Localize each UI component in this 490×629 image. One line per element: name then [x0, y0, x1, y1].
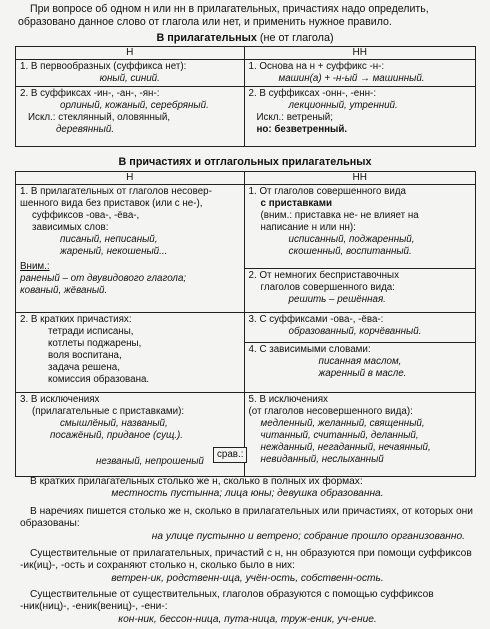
adj-r2-right-exception2: но: безветренный.: [256, 123, 348, 135]
note-nouns-adj-example: ветрен-ик, родственн-ица, учён-ость, собственн-ость.: [111, 572, 384, 584]
part-r5-example: медленный, желанный, священный,: [260, 418, 425, 430]
note-short-adj-example: местность пустынна; лица юны; девушка образованна.: [111, 488, 384, 500]
part-r1-line: с приставками: [260, 198, 332, 210]
adj-r2-right: [244, 87, 476, 147]
part-l1-line: шенного вида без приставок (или с не-),: [20, 198, 203, 210]
part-r5-line: 5. В исключениях: [248, 394, 328, 406]
part-r5-example: нежданный, негаданный, нечаянный,: [260, 441, 431, 453]
adj-head-nn: НН: [244, 47, 476, 60]
part-r1-line: (вним.: приставка не- не влияет на: [260, 210, 419, 222]
adj-head-n: Н: [16, 47, 245, 60]
part-l3-example: смышлёный, названый,: [60, 418, 168, 430]
part-l1-note: Вним.:: [20, 260, 50, 272]
part-l3: [16, 393, 245, 477]
adj-r2-left: [16, 87, 245, 147]
part-section-title: В причастиях и отглагольных прилагательных: [118, 156, 372, 168]
part-r1-line: написание н или нн):: [260, 222, 356, 233]
part-l1-line: зависимых слов:: [32, 222, 109, 233]
adj-title-bold: В прилагательных: [156, 32, 257, 44]
part-l2-example: воля воспитана,: [48, 350, 122, 361]
intro-text: При вопросе об одном н или нн в прилагательных, причастиях надо определить, образовано данное слово от глагола или нет, и применить нужное правило.: [18, 3, 429, 28]
part-r4-line: 4. С зависимыми словами:: [248, 344, 371, 356]
part-r2: [244, 269, 475, 313]
note-short-adj-text: В кратких прилагательных столько же н, сколько в полных их формах:: [30, 476, 363, 487]
part-head-nn: НН: [244, 172, 475, 185]
note-nouns-nouns: [20, 589, 475, 626]
part-l2-line: 2. В кратких причастиях:: [20, 314, 132, 326]
note-adverbs-example: на улице пустынно и ветрено; собрание прошло организованно.: [151, 530, 465, 542]
part-r1-line: 1. От глаголов совершенного вида: [248, 186, 406, 198]
part-r3-line: 3. С суффиксами -ова-, -ёва-:: [248, 314, 384, 326]
part-r1-example: исписанный, поджаренный,: [288, 233, 415, 245]
part-l2-example: комиссия образована.: [48, 373, 150, 385]
part-r4: [244, 343, 475, 393]
part-l1: [16, 185, 245, 313]
part-l1-note-line: раненый – от двувидового глагола;: [20, 272, 187, 284]
part-r3: [244, 313, 475, 343]
note-nouns-adj: [20, 548, 475, 585]
part-r1-example: скошенный, воспитанный.: [288, 245, 412, 257]
adj-r1-left-example: юный, синий.: [99, 73, 160, 85]
part-r5: [244, 393, 475, 477]
compare-label: срав.:: [213, 447, 247, 463]
part-l3-example: посажёный, приданое (сущ.).: [50, 430, 184, 441]
part-r4-example: жаренный в масле.: [318, 368, 407, 380]
adj-r1-left: [16, 60, 245, 87]
adj-r1-right-example: машин(а) + -н-ый → машинный.: [278, 73, 425, 85]
part-l3-example-compare: незваный, непрошеный: [96, 455, 204, 467]
part-r2-example: решить – решённая.: [288, 294, 386, 306]
part-l1-note-line: кованый, жёваный.: [20, 284, 108, 296]
note-adverbs: [20, 506, 475, 543]
part-l1-example: жареный, некошеный...: [60, 245, 168, 257]
adj-r2-left-exception2: деревянный.: [56, 123, 115, 135]
adj-r2-right-rule: 2. В суффиксах -онн-, -енн-:: [248, 88, 377, 100]
note-adverbs-text: В наречиях пишется столько же н, сколько в прилагательных или причастиях, от которых они образованы:: [20, 506, 473, 530]
part-head-n: Н: [16, 172, 245, 185]
note-nouns-nouns-example: кон-ник, бессон-ница, пута-ница, труж-еник, уч-ение.: [118, 613, 377, 625]
part-l2-example: задача решена,: [48, 361, 120, 373]
adj-title-rest: (не от глагола): [256, 32, 334, 44]
part-r5-example: невиданный, неслыханный: [260, 453, 384, 465]
part-r3-example: образованный, корчёванный.: [288, 326, 422, 338]
adj-r1-left-rule: 1. В первообразных (суффикса нет):: [20, 61, 187, 73]
part-l2-example: котлеты поджарены,: [48, 338, 142, 350]
part-l3-line: 3. В исключениях: [20, 394, 100, 406]
part-r2-line: 2. От немногих бесприставочных: [248, 270, 399, 282]
note-nouns-nouns-text: Существительные от существительных, глаголов образуются с помощью суффиксов -ник(ниц)-, -еник(вениц)-, -ени-:: [20, 589, 434, 613]
adj-table: [15, 46, 476, 147]
part-l3-line: (прилагательные с приставками):: [32, 406, 185, 418]
adj-r2-left-example: орлиный, кожаный, серебряный.: [60, 100, 209, 111]
part-l2: [16, 313, 245, 393]
part-r2-line: глаголов совершенного вида:: [260, 282, 395, 294]
part-table: [15, 171, 476, 477]
adj-r2-right-exception: Искл.: ветреный;: [256, 111, 333, 123]
adj-r2-left-exception: Искл.: стеклянный, оловянный,: [28, 111, 171, 123]
part-r5-example: читанный, считанный, деланный,: [260, 430, 419, 441]
adj-r2-right-example: лекционный, утренний.: [288, 100, 398, 111]
part-r1: [244, 185, 475, 269]
adj-r1-right-rule: 1. Основа на н + суффикс -н-:: [248, 61, 385, 73]
adj-r2-left-rule: 2. В суффиксах -ин-, -ан-, -ян-:: [20, 88, 160, 100]
adj-r1-right: [244, 60, 476, 87]
note-nouns-adj-text: Существительные от прилагательных, причастий с н, нн образуются при помощи суффиксов -ик(иц)-, -ость и сохраняют столько н, сколько было в них:: [20, 548, 472, 572]
part-r4-example: писанная маслом,: [318, 356, 402, 368]
part-r5-line: (от глаголов несовершенного вида):: [248, 406, 413, 418]
part-l2-example: тетради исписаны,: [48, 326, 134, 338]
part-l1-line: суффиксов -ова-, -ёва-,: [32, 210, 140, 222]
part-l1-line: 1. В прилагательных от глаголов несовер-: [20, 186, 212, 198]
adj-section-title: [0, 32, 490, 45]
part-l1-example: писаный, неписаный,: [60, 233, 158, 245]
note-short-adj: [20, 476, 475, 501]
